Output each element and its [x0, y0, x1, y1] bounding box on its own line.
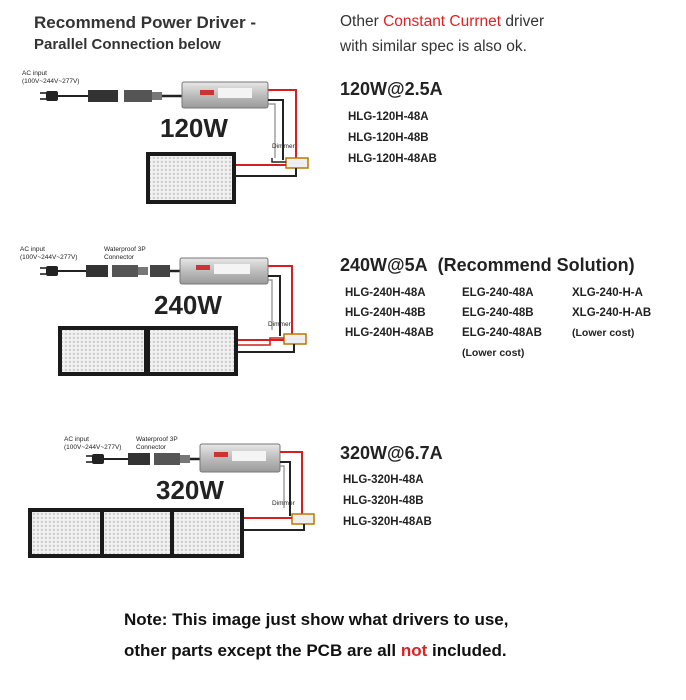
dimmer-label: Dimmer — [272, 500, 295, 507]
watt-label-120w: 120W — [160, 113, 228, 143]
note-line1: Note: This image just show what drivers to use, — [124, 610, 509, 629]
driver-icon — [180, 258, 268, 284]
other-highlight: Constant Currnet — [383, 13, 502, 30]
model-item: ELG-240-48AB — [462, 327, 542, 339]
model-item: HLG-240H-48B — [345, 307, 426, 319]
wago-connector-icon — [292, 514, 314, 524]
other-prefix: Other — [340, 13, 384, 30]
model-item: XLG-240-H-AB — [572, 307, 652, 319]
power-spec-320w: 320W@6.7A — [340, 443, 443, 463]
connector-label: Waterproof 3P — [136, 436, 178, 443]
other-suffix: driver — [501, 13, 545, 30]
dimmer-label: Dimmer — [272, 143, 295, 150]
connector-icon — [128, 453, 190, 465]
power-spec-value: 240W@5A — [340, 255, 428, 275]
note-line2 — [124, 641, 507, 661]
connector-label-line2: Connector — [136, 444, 166, 451]
note-prefix: other parts except the PCB are all — [124, 641, 401, 660]
note-suffix: included. — [427, 641, 507, 660]
note-highlight: not — [400, 641, 428, 660]
driver-icon — [182, 82, 268, 108]
connector-label-line2: Connector — [104, 254, 134, 261]
lower-cost-note: (Lower cost) — [462, 347, 525, 359]
model-item: HLG-320H-48AB — [343, 516, 432, 528]
model-item: HLG-320H-48A — [343, 474, 424, 486]
ac-input-label: AC input — [20, 246, 45, 253]
ac-input-range: (100V~244V~277V) — [20, 254, 78, 261]
ac-input-range: (100V~244V~277V) — [22, 78, 80, 85]
wago-connector-icon — [286, 158, 308, 168]
connector-icon — [88, 90, 162, 102]
wago-connector-icon — [284, 334, 306, 344]
model-item: HLG-320H-48B — [343, 495, 424, 507]
recommend-note: (Recommend Solution) — [437, 255, 635, 275]
model-item: HLG-240H-48A — [345, 287, 426, 299]
watt-label-240w: 240W — [154, 290, 222, 320]
model-item: ELG-240-48A — [462, 287, 534, 299]
driver-icon — [200, 444, 280, 472]
watt-label-320w: 320W — [156, 475, 224, 505]
ac-plug-icon — [86, 454, 104, 464]
model-item: HLG-240H-48AB — [345, 327, 434, 339]
ac-plug-icon — [40, 266, 58, 276]
dimmer-label: Dimmer — [268, 321, 291, 328]
model-item: HLG-120H-48A — [348, 111, 429, 123]
page-title: Recommend Power Driver - — [34, 13, 257, 32]
power-spec-120w: 120W@2.5A — [340, 79, 443, 99]
model-item: XLG-240-H-A — [572, 287, 643, 299]
ac-input-range: (100V~244V~277V) — [64, 444, 122, 451]
lower-cost-note: (Lower cost) — [572, 327, 635, 339]
ac-input-label: AC input — [64, 436, 89, 443]
page-subtitle: Parallel Connection below — [34, 36, 221, 53]
other-driver-note-line2: with similar spec is also ok. — [340, 38, 527, 55]
model-item: ELG-240-48B — [462, 307, 534, 319]
power-spec-240w — [340, 255, 635, 276]
model-item: HLG-120H-48B — [348, 132, 429, 144]
ac-input-label: AC input — [22, 70, 47, 77]
connector-icon — [86, 265, 170, 277]
ac-plug-icon — [40, 91, 58, 101]
model-item: HLG-120H-48AB — [348, 153, 437, 165]
connector-label: Waterproof 3P — [104, 246, 146, 253]
